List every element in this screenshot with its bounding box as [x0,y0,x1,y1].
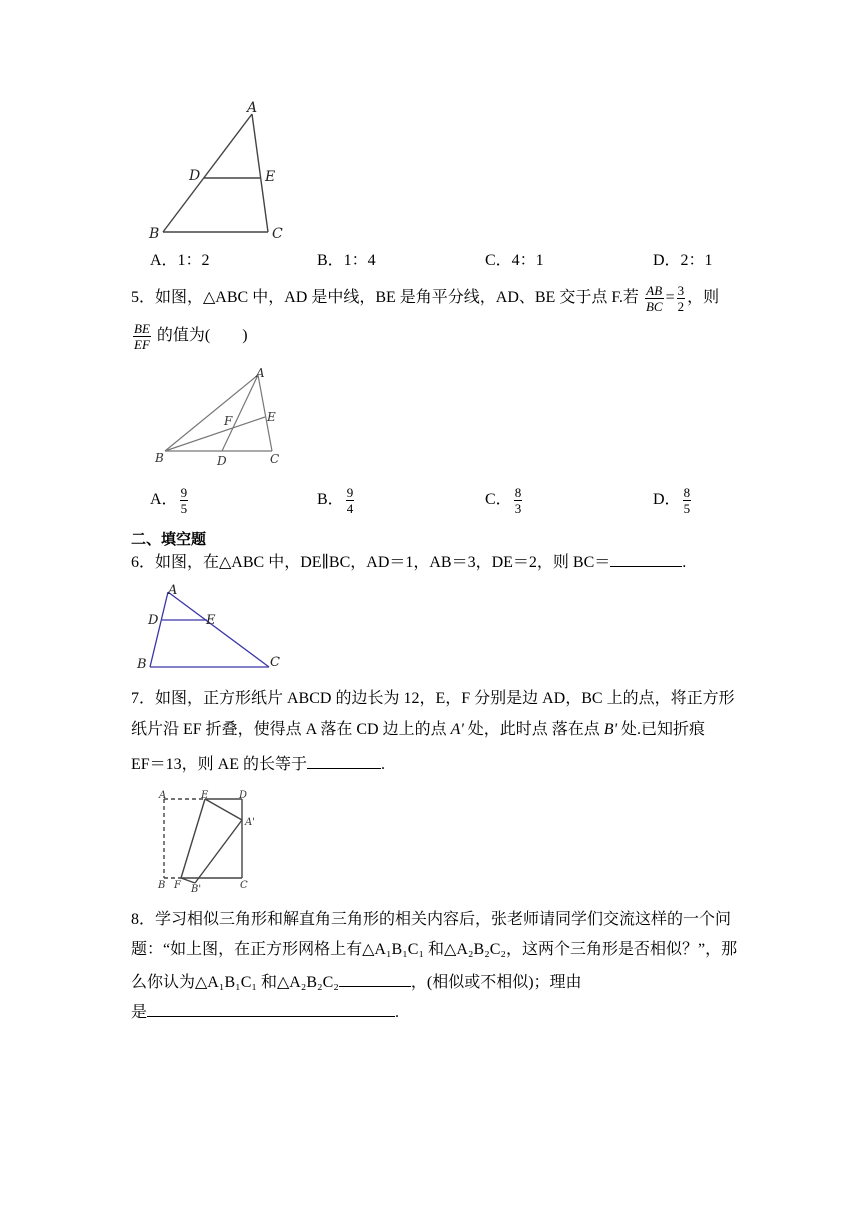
label-F: F [224,414,233,428]
label-C: C [240,880,248,891]
choice-c: C．4：1 [485,252,544,269]
choice-a: A．1：2 [150,252,210,269]
label-D: D [239,790,248,801]
label-D: D [217,454,227,468]
section-heading: 二、填空题 [131,530,207,548]
q8-line3: 么你认为△A₁B₁C₁ 和△A₂B₂C₂ ，(相似或不相似)；理由 [131,970,582,993]
q8-line1: 8．学习相似三角形和解直角三角形的相关内容后，张老师请同学们交流这样的一个问 [131,911,732,928]
label-B: B [155,451,164,465]
q8-line4: 是 . [131,1000,399,1023]
label-B-prime: B' [191,884,202,892]
figure-q6-triangle [136,582,286,672]
fraction-ab-bc: $\frac{AB}{BC}$ [645,283,663,314]
label-B: B [137,657,147,672]
choice-b: B．1：4 [317,252,376,269]
answer-blank [147,1000,395,1017]
figure-q7-square-fold [155,788,265,892]
label-C: C [272,226,283,242]
label-A: A [256,366,265,380]
label-D: D [189,168,201,184]
q5-line1: 5．如图，△ABC 中，AD 是中线，BE 是角平分线，AD、BE 交于点 F.若 $\frac{AB}{BC}$ = $\frac{3}{2}$ ，则 [131,283,720,314]
label-E: E [206,613,216,628]
label-A: A [247,100,258,116]
q5-choice-c: C． $\frac{8}{3}$ [485,485,522,516]
answer-blank [339,970,411,987]
q5-choice-d: D． $\frac{8}{5}$ [653,485,691,516]
label-E: E [267,410,276,424]
q5-choice-a: A． $\frac{9}{5}$ [150,485,188,516]
label-C: C [270,655,280,670]
label-B: B [158,880,166,891]
label-C: C [270,452,280,466]
fraction-be-ef: $\frac{BE}{EF}$ [134,321,150,352]
answer-blank [610,550,682,567]
label-E: E [265,169,276,185]
q5-choice-b: B． $\frac{9}{4}$ [317,485,354,516]
q7-line1: 7．如图，正方形纸片 ABCD 的边长为 12，E，F 分别是边 AD，BC 上的点，将正方形 [131,690,735,707]
label-A-prime: A' [245,817,255,828]
q6-text: 6．如图，在△ABC 中，DE∥BC，AD＝1，AB＝3，DE＝2，则 BC＝ . [131,550,686,573]
q7-line2: 纸片沿 EF 折叠，使得点 A 落在 CD 边上的点 A' 处，此时点 落在点 B' 处.已知折痕 [131,721,706,738]
q5-line2: $\frac{BE}{EF}$ 的值为( ) [134,321,248,352]
figure-q4-triangle [140,98,300,246]
choice-d: D．2：1 [653,252,713,269]
q7-line3: EF＝13，则 AE 的长等于 . [131,752,385,775]
label-D: D [148,613,159,628]
label-A: A [168,583,178,598]
label-F: F [174,880,181,891]
q8-line2: 题：“如上图，在正方形网格上有△A₁B₁C₁ 和△A₂B₂C₂，这两个三角形是否相似？”，那 [131,941,738,958]
label-E: E [201,790,209,801]
answer-blank [307,752,381,769]
label-B: B [149,226,160,242]
label-A: A [159,790,167,801]
figure-q5-triangle [148,365,293,470]
